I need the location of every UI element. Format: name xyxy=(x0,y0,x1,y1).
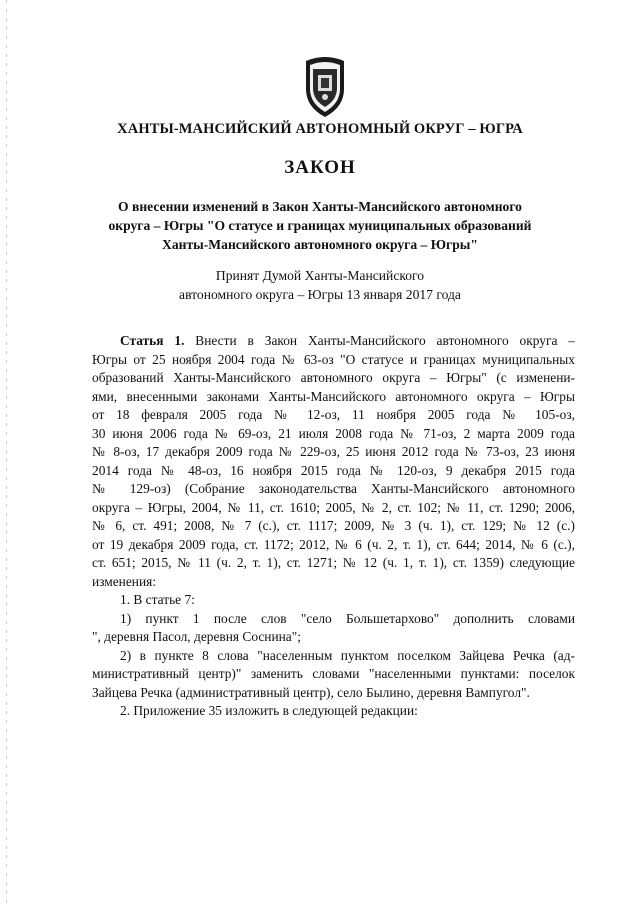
region-name: ХАНТЫ-МАНСИЙСКИЙ АВТОНОМНЫЙ ОКРУГ – ЮГРА xyxy=(117,121,523,137)
article-line: № 8-оз, 17 декабря 2009 года № 229-оз, 25 июня 2012 года № 73-оз, 23 июня xyxy=(92,444,575,459)
subitem-2-line: Зайцева Речка (административный центр), село Былино, деревня Вампугол". xyxy=(92,684,530,700)
adoption-note-line: Принят Думой Ханты-Мансийского xyxy=(215,268,425,283)
subitem-2-line: 2) в пункте 8 слова "населенным пунктом поселком Зайцева Речка (ад- xyxy=(120,647,575,663)
article-line: № 6, ст. 491; 2008, № 7 (с.), ст. 1117; 2009, № 3 (ч. 1), ст. 129; № 12 (с.) xyxy=(92,518,575,533)
adoption-note xyxy=(0,266,640,304)
article-1 xyxy=(92,332,575,591)
law-title xyxy=(100,197,540,254)
article-line: от 19 декабря 2009 года, ст. 1172; 2012, № 6 (ч. 2, т. 1), ст. 644; 2014, № 6 (с.), xyxy=(92,536,575,552)
article-line: образований Ханты-Мансийского автономного округа – Югры" (с изменени- xyxy=(92,370,575,385)
law-title-line: округа – Югры "О статусе и границах муниципальных образований xyxy=(108,218,532,233)
subitem-1-line: ", деревня Пасол, деревня Соснина"; xyxy=(92,629,301,644)
article-line: от 18 февраля 2005 года № 12-оз, 11 ноября 2005 года № 105-оз, xyxy=(92,407,575,422)
coat-of-arms-icon xyxy=(302,55,348,119)
article-line: 2014 года № 48-оз, 16 ноября 2015 года № 120-оз, 9 декабря 2015 года xyxy=(92,462,575,478)
document-type: ЗАКОН xyxy=(284,157,356,178)
item-1: 1. В статье 7: xyxy=(120,592,195,607)
article-line: округа – Югры, 2004, № 11, ст. 1610; 2005, № 2, ст. 102; № 11, ст. 1290; 2006, xyxy=(92,499,575,515)
adoption-note-line: автономного округа – Югры 13 января 2017 года xyxy=(179,287,461,302)
law-title-line: Ханты-Мансийского автономного округа – Югры" xyxy=(162,237,478,252)
subitem-1-line: 1) пункт 1 после слов "село Большетархово" дополнить словами xyxy=(120,610,575,626)
article-line: № 129-оз) (Собрание законодательства Ханты-Мансийского автономного xyxy=(92,481,575,496)
article-line: изменения: xyxy=(92,573,157,589)
article-line: 30 июня 2006 года № 69-оз, 21 июля 2008 года № 71-оз, 2 марта 2009 года xyxy=(92,425,575,441)
law-body xyxy=(92,332,575,721)
article-line: Югры от 25 ноября 2004 года № 63-оз "О статусе и границах муниципальных xyxy=(92,351,575,367)
article-line: Статья 1. Внести в Закон Ханты-Мансийского автономного округа – xyxy=(120,333,575,348)
article-line: ями, внесенными законами Ханты-Мансийского автономного округа – Югры xyxy=(92,388,575,404)
subitem-2-line: министративный центр)" заменить словами "населенными пунктами: поселок xyxy=(92,666,575,681)
item-2: 2. Приложение 35 изложить в следующей редакции: xyxy=(120,703,418,718)
law-title-line: О внесении изменений в Закон Ханты-Мансийского автономного xyxy=(118,199,522,214)
article-line: ст. 651; 2015, № 11 (ч. 2, т. 1), ст. 1271; № 12 (ч. 1, т. 1), ст. 1359) следующие xyxy=(92,555,575,570)
article-label: Статья 1. xyxy=(120,333,185,348)
